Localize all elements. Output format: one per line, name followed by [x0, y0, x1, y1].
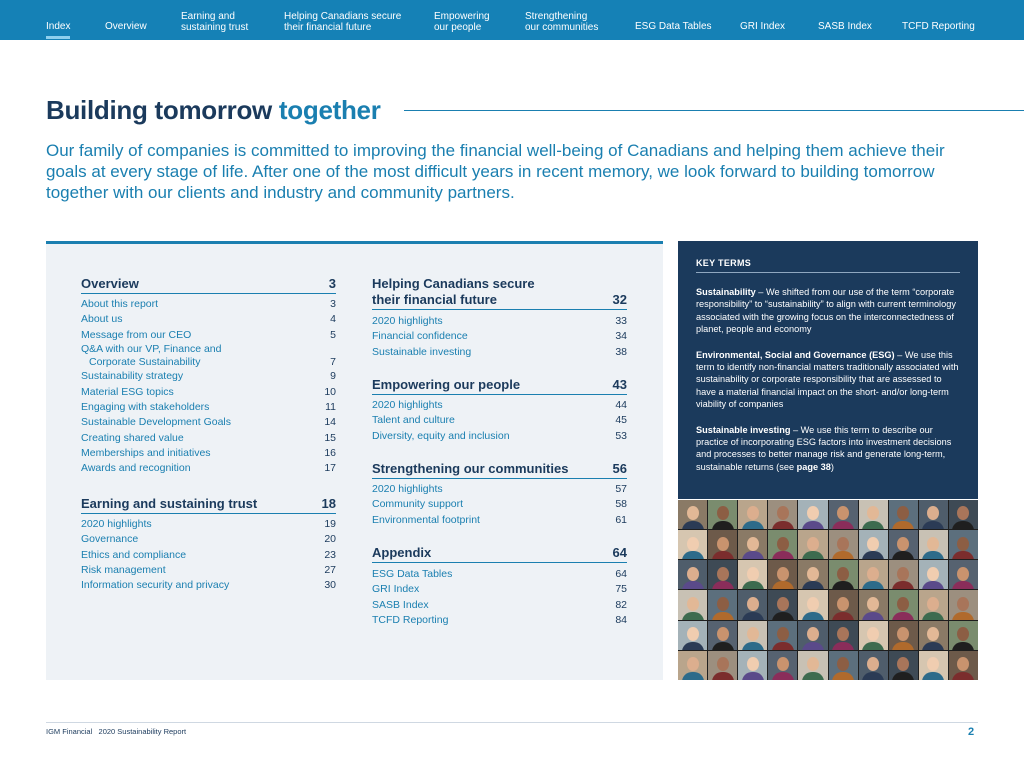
participant-body: [862, 672, 884, 680]
participant-body: [742, 672, 764, 680]
toc-list-people: [372, 398, 627, 444]
participant-photo: [829, 651, 858, 680]
participant-body: [772, 642, 794, 650]
toc-link[interactable]: Material ESG topics 10: [81, 385, 336, 398]
participant-photo: [738, 530, 767, 559]
participant-face: [747, 657, 759, 671]
participant-body: [682, 581, 704, 589]
participant-body: [712, 672, 734, 680]
participant-body: [712, 581, 734, 589]
toc-section-communities[interactable]: Strengthening our communities 56: [372, 461, 627, 479]
participant-face: [897, 506, 909, 520]
participant-photo: [829, 500, 858, 529]
toc-link[interactable]: TCFD Reporting 84: [372, 613, 627, 626]
participant-face: [717, 537, 729, 551]
participant-photo: [919, 651, 948, 680]
toc-section-people[interactable]: Empowering our people 43: [372, 377, 627, 395]
participant-face: [957, 567, 969, 581]
participant-face: [717, 567, 729, 581]
participant-body: [712, 612, 734, 620]
participant-photo: [919, 530, 948, 559]
intro-paragraph: Our family of companies is committed to improving the financial well-being of Canadians and helping them achieve their goals at every stage of life. After one of the most difficult years in recent memory, we look forward to building tomorrow together with our clients and industry and community partners.: [46, 141, 945, 202]
participant-face: [837, 537, 849, 551]
participant-face: [717, 627, 729, 641]
participant-photo: [949, 590, 978, 619]
toc-section-helping[interactable]: Helping Canadians secure their financial future 32: [372, 276, 627, 310]
toc-link[interactable]: About us 4: [81, 313, 336, 326]
participant-body: [832, 521, 854, 529]
toc-link[interactable]: Message from our CEO 5: [81, 328, 336, 341]
participant-photo: [949, 651, 978, 680]
participant-face: [867, 597, 879, 611]
participant-face: [837, 627, 849, 641]
participant-body: [772, 672, 794, 680]
participant-photo: [708, 590, 737, 619]
participant-face: [927, 506, 939, 520]
footer-rule: [46, 722, 978, 723]
participant-face: [837, 597, 849, 611]
participant-body: [922, 551, 944, 559]
participant-body: [922, 612, 944, 620]
participant-face: [807, 627, 819, 641]
participant-face: [807, 657, 819, 671]
participant-body: [862, 581, 884, 589]
participant-body: [772, 551, 794, 559]
participant-photo: [919, 500, 948, 529]
nav-index[interactable]: Index: [46, 21, 71, 32]
key-terms-body: [696, 286, 962, 486]
participant-face: [747, 567, 759, 581]
video-call-photo-collage: [678, 500, 978, 680]
participant-photo: [859, 530, 888, 559]
participant-body: [832, 551, 854, 559]
participant-photo: [678, 530, 707, 559]
toc-link[interactable]: Financial confidence 34: [372, 330, 627, 343]
participant-face: [807, 506, 819, 520]
participant-photo: [678, 621, 707, 650]
participant-photo: [829, 621, 858, 650]
page-number: 2: [968, 726, 975, 738]
participant-face: [687, 506, 699, 520]
participant-body: [712, 642, 734, 650]
participant-photo: [919, 621, 948, 650]
key-terms-panel: [678, 241, 978, 499]
participant-body: [742, 521, 764, 529]
participant-body: [802, 581, 824, 589]
title-rule: [404, 110, 1024, 111]
participant-face: [897, 567, 909, 581]
participant-face: [837, 657, 849, 671]
nav-overview[interactable]: Overview: [105, 21, 147, 32]
toc-link[interactable]: 2020 highlights 19: [81, 518, 336, 530]
nav-helping-canadians[interactable]: Helping Canadians secure their financial future: [284, 11, 402, 33]
nav-sasb-index[interactable]: SASB Index: [818, 21, 872, 32]
participant-photo: [768, 651, 797, 680]
participant-body: [742, 642, 764, 650]
participant-face: [897, 627, 909, 641]
participant-body: [712, 521, 734, 529]
participant-photo: [889, 590, 918, 619]
participant-photo: [949, 530, 978, 559]
participant-photo: [798, 621, 827, 650]
participant-photo: [889, 651, 918, 680]
key-terms-title: KEY TERMS: [696, 258, 752, 268]
participant-face: [777, 627, 789, 641]
participant-body: [742, 581, 764, 589]
toc-link[interactable]: Risk management 27: [81, 563, 336, 576]
participant-face: [687, 627, 699, 641]
toc-list-overview: [81, 297, 336, 476]
participant-face: [927, 597, 939, 611]
nav-gri-index[interactable]: GRI Index: [740, 21, 786, 32]
participant-body: [832, 672, 854, 680]
participant-photo: [678, 560, 707, 589]
participant-face: [867, 657, 879, 671]
participant-face: [837, 506, 849, 520]
participant-face: [807, 567, 819, 581]
participant-photo: [889, 560, 918, 589]
participant-face: [867, 537, 879, 551]
participant-photo: [708, 560, 737, 589]
participant-face: [957, 657, 969, 671]
participant-face: [897, 537, 909, 551]
participant-body: [862, 551, 884, 559]
participant-body: [892, 612, 914, 620]
participant-photo: [859, 621, 888, 650]
toc-list-appendix: [372, 567, 627, 628]
participant-body: [742, 612, 764, 620]
participant-face: [777, 657, 789, 671]
participant-photo: [889, 530, 918, 559]
participant-photo: [798, 590, 827, 619]
participant-photo: [949, 500, 978, 529]
participant-face: [777, 537, 789, 551]
participant-photo: [708, 651, 737, 680]
participant-photo: [829, 530, 858, 559]
toc-link[interactable]: Community support 58: [372, 498, 627, 511]
participant-body: [922, 642, 944, 650]
key-term-sustainable-investing: Sustainable investing – We use this term to describe our practice of incorporating ESG factors into investment decisions and processes to better manage risk and generate long-term, sustainable returns (see page 38): [696, 424, 952, 472]
participant-photo: [708, 621, 737, 650]
participant-body: [802, 521, 824, 529]
participant-face: [717, 506, 729, 520]
nav-empowering-people[interactable]: Empowering our people: [434, 11, 490, 33]
toc-list-communities: [372, 482, 627, 528]
participant-face: [687, 657, 699, 671]
toc-link[interactable]: Sustainable Development Goals 14: [81, 416, 336, 429]
participant-face: [957, 506, 969, 520]
participant-face: [867, 627, 879, 641]
participant-photo: [678, 500, 707, 529]
participant-face: [807, 537, 819, 551]
participant-face: [897, 597, 909, 611]
participant-body: [952, 612, 974, 620]
participant-body: [742, 551, 764, 559]
toc-section-overview[interactable]: Overview 3: [81, 276, 336, 294]
participant-body: [922, 672, 944, 680]
participant-photo: [949, 560, 978, 589]
toc-link[interactable]: Ethics and compliance 23: [81, 548, 336, 561]
participant-face: [957, 537, 969, 551]
participant-photo: [708, 530, 737, 559]
nav-esg-data-tables[interactable]: ESG Data Tables: [635, 21, 712, 32]
toc-link[interactable]: About this report 3: [81, 298, 336, 310]
participant-photo: [949, 621, 978, 650]
participant-face: [777, 597, 789, 611]
participant-body: [892, 642, 914, 650]
participant-body: [832, 642, 854, 650]
participant-photo: [768, 560, 797, 589]
toc-link[interactable]: Awards and recognition 17: [81, 462, 336, 475]
toc-link[interactable]: Talent and culture 45: [372, 414, 627, 427]
toc-link[interactable]: GRI Index 75: [372, 583, 627, 596]
participant-face: [927, 657, 939, 671]
toc-link[interactable]: 2020 highlights 57: [372, 483, 627, 495]
toc-link[interactable]: Diversity, equity and inclusion 53: [372, 429, 627, 442]
top-nav: [0, 0, 1024, 40]
participant-face: [927, 537, 939, 551]
participant-photo: [738, 621, 767, 650]
participant-body: [712, 551, 734, 559]
key-terms-rule: [696, 272, 960, 273]
participant-body: [772, 612, 794, 620]
toc-list-helping: [372, 314, 627, 360]
nav-strengthening-communities[interactable]: Strengthening our communities: [525, 11, 599, 33]
participant-body: [832, 612, 854, 620]
participant-body: [772, 581, 794, 589]
participant-body: [802, 642, 824, 650]
participant-body: [682, 521, 704, 529]
key-term-sustainability: Sustainability – We shifted from our use of the term “corporate responsibility” to “sustainability” to align with current terminology associated with the growing focus on the interconnectedness of planet, people and economy: [696, 287, 956, 335]
toc-link[interactable]: Governance 20: [81, 533, 336, 546]
participant-photo: [889, 621, 918, 650]
toc-link[interactable]: ESG Data Tables 64: [372, 568, 627, 580]
participant-body: [952, 551, 974, 559]
participant-face: [687, 597, 699, 611]
participant-body: [802, 672, 824, 680]
participant-photo: [738, 500, 767, 529]
participant-body: [952, 521, 974, 529]
nav-earning-trust[interactable]: Earning and sustaining trust: [181, 11, 249, 33]
participant-face: [687, 567, 699, 581]
title-main: Building tomorrow: [46, 95, 272, 125]
participant-body: [952, 642, 974, 650]
footer-label: IGM Financial 2020 Sustainability Report: [46, 727, 187, 736]
toc-section-appendix[interactable]: Appendix 64: [372, 545, 627, 563]
participant-photo: [798, 560, 827, 589]
toc-list-trust: [81, 517, 336, 593]
participant-photo: [859, 500, 888, 529]
page-38-link[interactable]: page 38: [796, 461, 831, 472]
participant-photo: [889, 500, 918, 529]
participant-body: [892, 521, 914, 529]
participant-body: [682, 551, 704, 559]
participant-face: [957, 627, 969, 641]
participant-photo: [768, 530, 797, 559]
participant-photo: [738, 560, 767, 589]
participant-body: [682, 612, 704, 620]
participant-photo: [859, 590, 888, 619]
participant-face: [777, 567, 789, 581]
participant-body: [952, 672, 974, 680]
toc-link[interactable]: Memberships and initiatives 16: [81, 446, 336, 459]
toc-link[interactable]: Information security and privacy 30: [81, 579, 336, 592]
participant-photo: [798, 500, 827, 529]
participant-photo: [859, 651, 888, 680]
participant-face: [837, 567, 849, 581]
participant-photo: [829, 560, 858, 589]
participant-face: [747, 506, 759, 520]
participant-photo: [678, 651, 707, 680]
participant-face: [867, 567, 879, 581]
participant-face: [747, 627, 759, 641]
toc-link[interactable]: Creating shared value 15: [81, 431, 336, 444]
toc-link[interactable]: Corporate Sustainability 7: [89, 356, 336, 369]
nav-tcfd-reporting[interactable]: TCFD Reporting: [902, 21, 975, 32]
participant-face: [717, 657, 729, 671]
participant-body: [682, 672, 704, 680]
participant-photo: [768, 621, 797, 650]
participant-face: [897, 657, 909, 671]
participant-body: [862, 612, 884, 620]
participant-face: [927, 627, 939, 641]
nav-active-indicator: [46, 36, 70, 39]
participant-face: [717, 597, 729, 611]
participant-face: [687, 537, 699, 551]
participant-body: [832, 581, 854, 589]
participant-body: [682, 642, 704, 650]
toc-link[interactable]: 2020 highlights 44: [372, 399, 627, 411]
participant-face: [867, 506, 879, 520]
participant-face: [957, 597, 969, 611]
key-term-esg: Environmental, Social and Governance (ESG) – We use this term to identify non-financial matters traditionally associated with sustainability or corporate responsibility that are assessed to have a material financial impact on the short- and/or long-term viability of companies: [696, 349, 959, 410]
participant-photo: [919, 590, 948, 619]
participant-photo: [678, 590, 707, 619]
toc-link[interactable]: Sustainable investing 38: [372, 345, 627, 358]
participant-body: [862, 521, 884, 529]
participant-body: [802, 551, 824, 559]
participant-photo: [798, 651, 827, 680]
toc-link[interactable]: 2020 highlights 33: [372, 315, 627, 327]
participant-body: [922, 581, 944, 589]
participant-photo: [708, 500, 737, 529]
participant-face: [807, 597, 819, 611]
participant-body: [892, 581, 914, 589]
participant-body: [802, 612, 824, 620]
toc-link[interactable]: Q&A with our VP, Finance and: [81, 342, 222, 355]
participant-body: [892, 551, 914, 559]
participant-photo: [768, 500, 797, 529]
participant-face: [927, 567, 939, 581]
participant-face: [747, 597, 759, 611]
participant-body: [952, 581, 974, 589]
page-title: [46, 95, 381, 126]
toc-link[interactable]: SASB Index 82: [372, 598, 627, 611]
participant-photo: [768, 590, 797, 619]
participant-body: [772, 521, 794, 529]
participant-body: [922, 521, 944, 529]
participant-face: [747, 537, 759, 551]
title-accent: together: [278, 95, 381, 125]
toc-link[interactable]: Environmental footprint 61: [372, 513, 627, 526]
participant-photo: [738, 651, 767, 680]
participant-photo: [859, 560, 888, 589]
participant-photo: [829, 590, 858, 619]
participant-body: [892, 672, 914, 680]
participant-photo: [919, 560, 948, 589]
participant-photo: [798, 530, 827, 559]
participant-photo: [738, 590, 767, 619]
toc-link[interactable]: Sustainability strategy 9: [81, 370, 336, 383]
participant-face: [777, 506, 789, 520]
toc-section-trust[interactable]: Earning and sustaining trust 18: [81, 496, 336, 514]
participant-body: [862, 642, 884, 650]
toc-link[interactable]: Engaging with stakeholders 11: [81, 400, 336, 413]
